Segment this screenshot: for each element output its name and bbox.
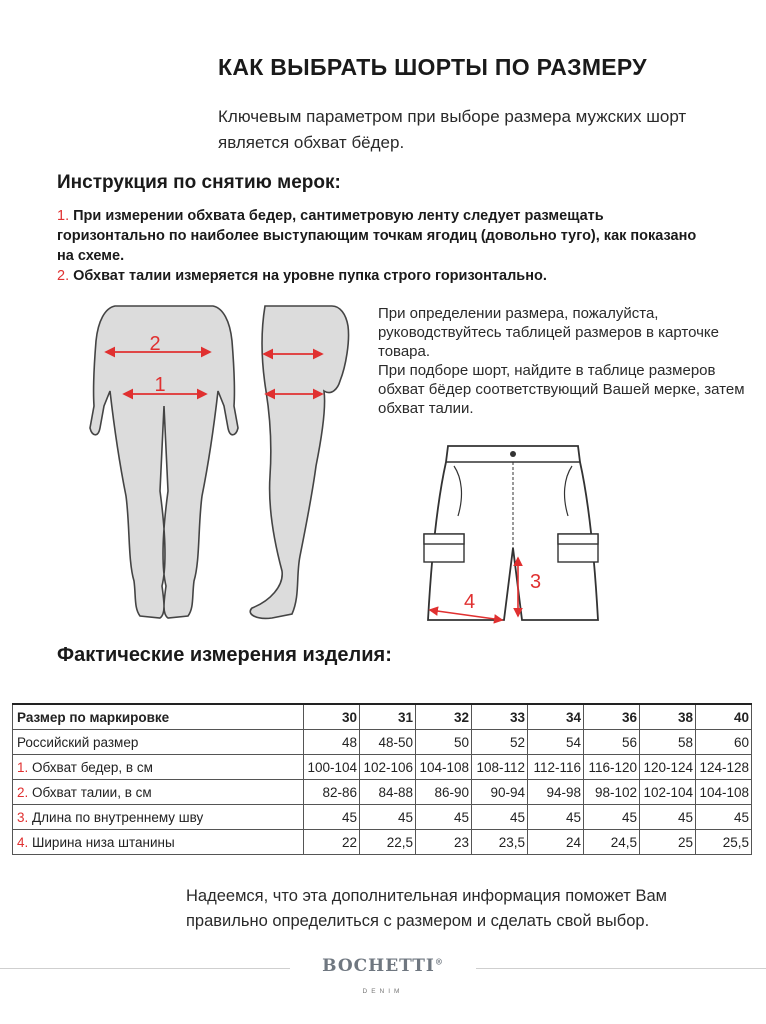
brand-subtitle: DENIM — [362, 988, 404, 995]
table-cell: 100-104 — [304, 755, 360, 780]
brand-name: BOCHETTI — [322, 956, 435, 976]
left-cargo-pocket-flap — [424, 534, 464, 544]
table-cell: 45 — [696, 805, 752, 830]
table-heading: Фактические измерения изделия: — [57, 644, 392, 666]
table-header-row — [13, 704, 752, 730]
shorts-diagram — [418, 438, 608, 628]
instruction-item-2 — [57, 266, 707, 286]
page-title: КАК ВЫБРАТЬ ШОРТЫ ПО РАЗМЕРУ — [218, 54, 647, 80]
table-cell: 102-106 — [360, 755, 416, 780]
brand-logo — [0, 956, 766, 976]
shorts-width-label: 4 — [464, 591, 476, 613]
table-cell: 22,5 — [360, 830, 416, 855]
table-row — [13, 780, 752, 805]
intro-text: Ключевым параметром при выборе размера мужских шорт является обхват бёдер. — [218, 107, 687, 152]
instructions-heading: Инструкция по снятию мерок: — [57, 172, 341, 193]
table-cell: 48 — [304, 730, 360, 755]
right-cargo-pocket-flap — [558, 534, 598, 544]
closing-text: Надеемся, что эта дополнительная информация поможет Вам правильно определиться с размером и сделать свой выбор. — [186, 887, 667, 930]
table-cell: 52 — [472, 730, 528, 755]
note-paragraph-2: При подборе шорт, найдите в таблице размеров обхват бёдер соответствующий Вашей мерке, затем обхват талии. — [378, 362, 745, 417]
table-cell: 108-112 — [472, 755, 528, 780]
header-label: Размер по маркировке — [13, 704, 304, 730]
row-number: 2. — [17, 784, 29, 800]
table-cell: 25 — [640, 830, 696, 855]
table-cell: 25,5 — [696, 830, 752, 855]
row-number: 4. — [17, 834, 29, 850]
table-cell: 45 — [360, 805, 416, 830]
row-number: 1. — [17, 759, 29, 775]
table-cell: 23 — [416, 830, 472, 855]
row-number: 3. — [17, 809, 29, 825]
table-cell: 24,5 — [584, 830, 640, 855]
table-cell: 34 — [528, 704, 584, 730]
table-row — [13, 755, 752, 780]
row-label — [13, 780, 304, 805]
table-cell: 116-120 — [584, 755, 640, 780]
body-measurement-diagram — [60, 296, 380, 636]
table-cell: 23,5 — [472, 830, 528, 855]
row-label — [13, 805, 304, 830]
row-label-text: Ширина низа штанины — [28, 834, 175, 850]
table-cell: 56 — [584, 730, 640, 755]
table-cell: 120-124 — [640, 755, 696, 780]
table-cell: 45 — [640, 805, 696, 830]
table-cell: 98-102 — [584, 780, 640, 805]
table-cell: 86-90 — [416, 780, 472, 805]
instruction-number: 1. — [57, 208, 70, 224]
instruction-text: Обхват талии измеряется на уровне пупка строго горизонтально. — [73, 268, 547, 284]
table-cell: 45 — [416, 805, 472, 830]
table-cell: 33 — [472, 704, 528, 730]
table-row — [13, 830, 752, 855]
row-label-text: Обхват талии, в см — [28, 784, 152, 800]
table-cell: 54 — [528, 730, 584, 755]
side-figure — [250, 306, 348, 618]
table-cell: 60 — [696, 730, 752, 755]
table-cell: 104-108 — [416, 755, 472, 780]
table-cell: 31 — [360, 704, 416, 730]
row-label — [13, 755, 304, 780]
instruction-text: При измерении обхвата бедер, сантиметровую ленту следует размещать горизонтально по наиболее выступающим точкам ягодиц (довольно туго), как показано на схеме. — [57, 208, 697, 264]
table-cell: 32 — [416, 704, 472, 730]
table-cell: 124-128 — [696, 755, 752, 780]
table-cell: 24 — [528, 830, 584, 855]
button-icon — [510, 451, 516, 457]
table-cell: 45 — [584, 805, 640, 830]
note-paragraph-1: При определении размера, пожалуйста, руководствуйтесь таблицей размеров в карточке товара. — [378, 305, 719, 360]
instruction-item-1 — [57, 206, 707, 266]
table-cell: 112-116 — [528, 755, 584, 780]
size-note — [378, 304, 758, 418]
table-cell: 45 — [304, 805, 360, 830]
table-row — [13, 730, 752, 755]
table-cell: 58 — [640, 730, 696, 755]
size-table — [12, 703, 752, 855]
table-cell: 40 — [696, 704, 752, 730]
table-cell: 45 — [528, 805, 584, 830]
table-row — [13, 805, 752, 830]
row-label — [13, 830, 304, 855]
table-cell: 45 — [472, 805, 528, 830]
table-cell: 84-88 — [360, 780, 416, 805]
table-cell: 22 — [304, 830, 360, 855]
shorts-length-label: 3 — [530, 571, 542, 593]
table-cell: 104-108 — [696, 780, 752, 805]
table-cell: 90-94 — [472, 780, 528, 805]
table-cell: 102-104 — [640, 780, 696, 805]
table-cell: 38 — [640, 704, 696, 730]
row-label-text: Обхват бедер, в см — [28, 759, 153, 775]
row-label — [13, 730, 304, 755]
front-hips-label: 1 — [154, 374, 166, 396]
registered-mark: ® — [434, 956, 444, 967]
instruction-number: 2. — [57, 268, 70, 284]
table-cell: 30 — [304, 704, 360, 730]
row-label-text: Длина по внутреннему шву — [28, 809, 204, 825]
front-waist-label: 2 — [149, 333, 161, 355]
table-cell: 36 — [584, 704, 640, 730]
table-cell: 82-86 — [304, 780, 360, 805]
table-cell: 48-50 — [360, 730, 416, 755]
row-label-text: Российский размер — [17, 734, 139, 750]
table-cell: 50 — [416, 730, 472, 755]
instructions-list — [57, 206, 707, 286]
table-cell: 94-98 — [528, 780, 584, 805]
